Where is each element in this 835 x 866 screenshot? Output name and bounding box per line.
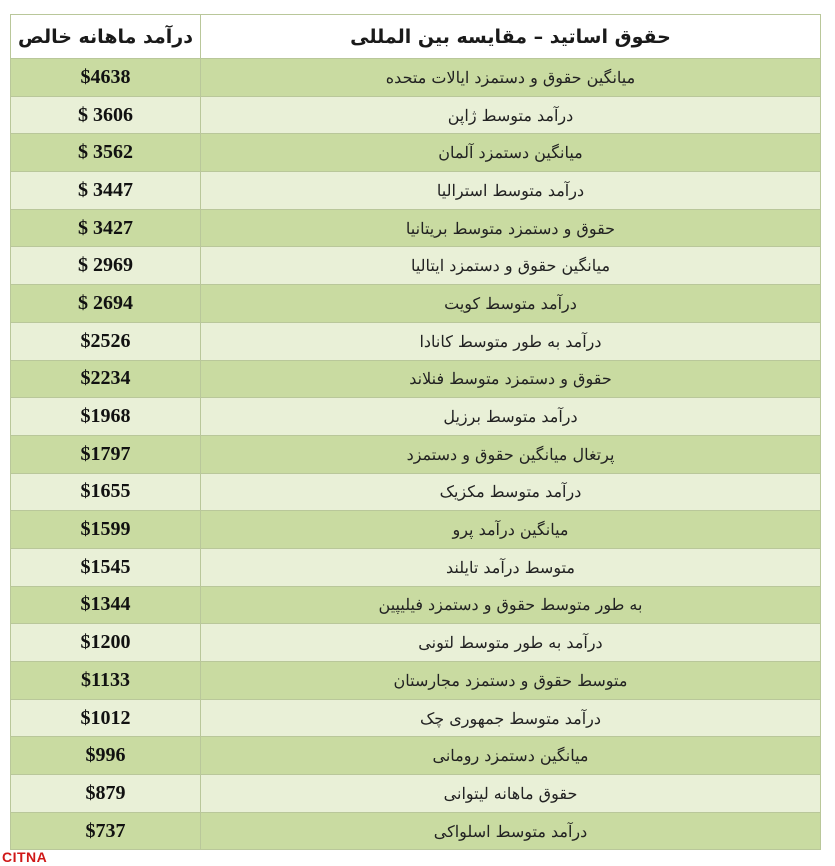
table-row xyxy=(11,624,821,662)
net-income-cell: $2234 xyxy=(11,360,201,398)
country-salary-cell: درآمد متوسط استرالیا xyxy=(201,172,821,210)
net-income-cell: $1012 xyxy=(11,699,201,737)
table-row xyxy=(11,247,821,285)
net-income-cell: $1797 xyxy=(11,435,201,473)
net-income-cell: $ 3447 xyxy=(11,172,201,210)
country-salary-cell: درآمد متوسط برزیل xyxy=(201,398,821,436)
table-row xyxy=(11,360,821,398)
net-income-cell: $4638 xyxy=(11,59,201,97)
net-income-cell: $ 3606 xyxy=(11,96,201,134)
country-salary-cell: درآمد متوسط جمهوری چک xyxy=(201,699,821,737)
table-row xyxy=(11,775,821,813)
country-salary-cell: درآمد به طور متوسط کانادا xyxy=(201,322,821,360)
table-row xyxy=(11,662,821,700)
country-salary-cell: درآمد متوسط کویت xyxy=(201,285,821,323)
net-income-cell: $1655 xyxy=(11,473,201,511)
table-header xyxy=(11,15,821,59)
net-income-cell: $737 xyxy=(11,812,201,850)
country-salary-cell: درآمد به طور متوسط لتونی xyxy=(201,624,821,662)
country-salary-cell: متوسط حقوق و دستمزد مجارستان xyxy=(201,662,821,700)
country-salary-cell: درآمد متوسط ژاپن xyxy=(201,96,821,134)
table-body xyxy=(11,59,821,850)
country-salary-cell: میانگین دستمزد رومانی xyxy=(201,737,821,775)
net-income-cell: $1200 xyxy=(11,624,201,662)
table-row xyxy=(11,209,821,247)
country-salary-cell: متوسط درآمد تایلند xyxy=(201,548,821,586)
country-salary-cell: درآمد متوسط اسلواکی xyxy=(201,812,821,850)
header-professor-salaries: حقوق اساتید – مقایسه بین المللی xyxy=(201,15,821,59)
net-income-cell: $1344 xyxy=(11,586,201,624)
net-income-cell: $1545 xyxy=(11,548,201,586)
country-salary-cell: میانگین حقوق و دستمزد ایتالیا xyxy=(201,247,821,285)
table-row xyxy=(11,548,821,586)
table-row xyxy=(11,285,821,323)
net-income-cell: $ 2694 xyxy=(11,285,201,323)
table-row xyxy=(11,398,821,436)
table-row xyxy=(11,699,821,737)
net-income-cell: $1968 xyxy=(11,398,201,436)
table-row xyxy=(11,322,821,360)
table-row xyxy=(11,59,821,97)
country-salary-cell: پرتغال میانگین حقوق و دستمزد xyxy=(201,435,821,473)
net-income-cell: $996 xyxy=(11,737,201,775)
table-row xyxy=(11,586,821,624)
table-row xyxy=(11,134,821,172)
citna-watermark-logo: CITNA xyxy=(2,849,48,865)
net-income-cell: $ 2969 xyxy=(11,247,201,285)
header-net-monthly-income: درآمد ماهانه خالص xyxy=(11,15,201,59)
country-salary-cell: میانگین حقوق و دستمزد ایالات متحده xyxy=(201,59,821,97)
table-row xyxy=(11,172,821,210)
country-salary-cell: میانگین درآمد پرو xyxy=(201,511,821,549)
salary-comparison-table-container xyxy=(10,14,820,850)
salary-comparison-table xyxy=(10,14,821,850)
country-salary-cell: حقوق و دستمزد متوسط بریتانیا xyxy=(201,209,821,247)
net-income-cell: $2526 xyxy=(11,322,201,360)
country-salary-cell: به طور متوسط حقوق و دستمزد فیلیپین xyxy=(201,586,821,624)
table-row xyxy=(11,435,821,473)
net-income-cell: $1599 xyxy=(11,511,201,549)
net-income-cell: $ 3427 xyxy=(11,209,201,247)
country-salary-cell: حقوق ماهانه لیتوانی xyxy=(201,775,821,813)
country-salary-cell: درآمد متوسط مکزیک xyxy=(201,473,821,511)
table-row xyxy=(11,96,821,134)
net-income-cell: $879 xyxy=(11,775,201,813)
net-income-cell: $1133 xyxy=(11,662,201,700)
country-salary-cell: حقوق و دستمزد متوسط فنلاند xyxy=(201,360,821,398)
table-row xyxy=(11,737,821,775)
table-row xyxy=(11,511,821,549)
country-salary-cell: میانگین دستمزد آلمان xyxy=(201,134,821,172)
table-row xyxy=(11,473,821,511)
table-row xyxy=(11,812,821,850)
header-row xyxy=(11,15,821,59)
net-income-cell: $ 3562 xyxy=(11,134,201,172)
